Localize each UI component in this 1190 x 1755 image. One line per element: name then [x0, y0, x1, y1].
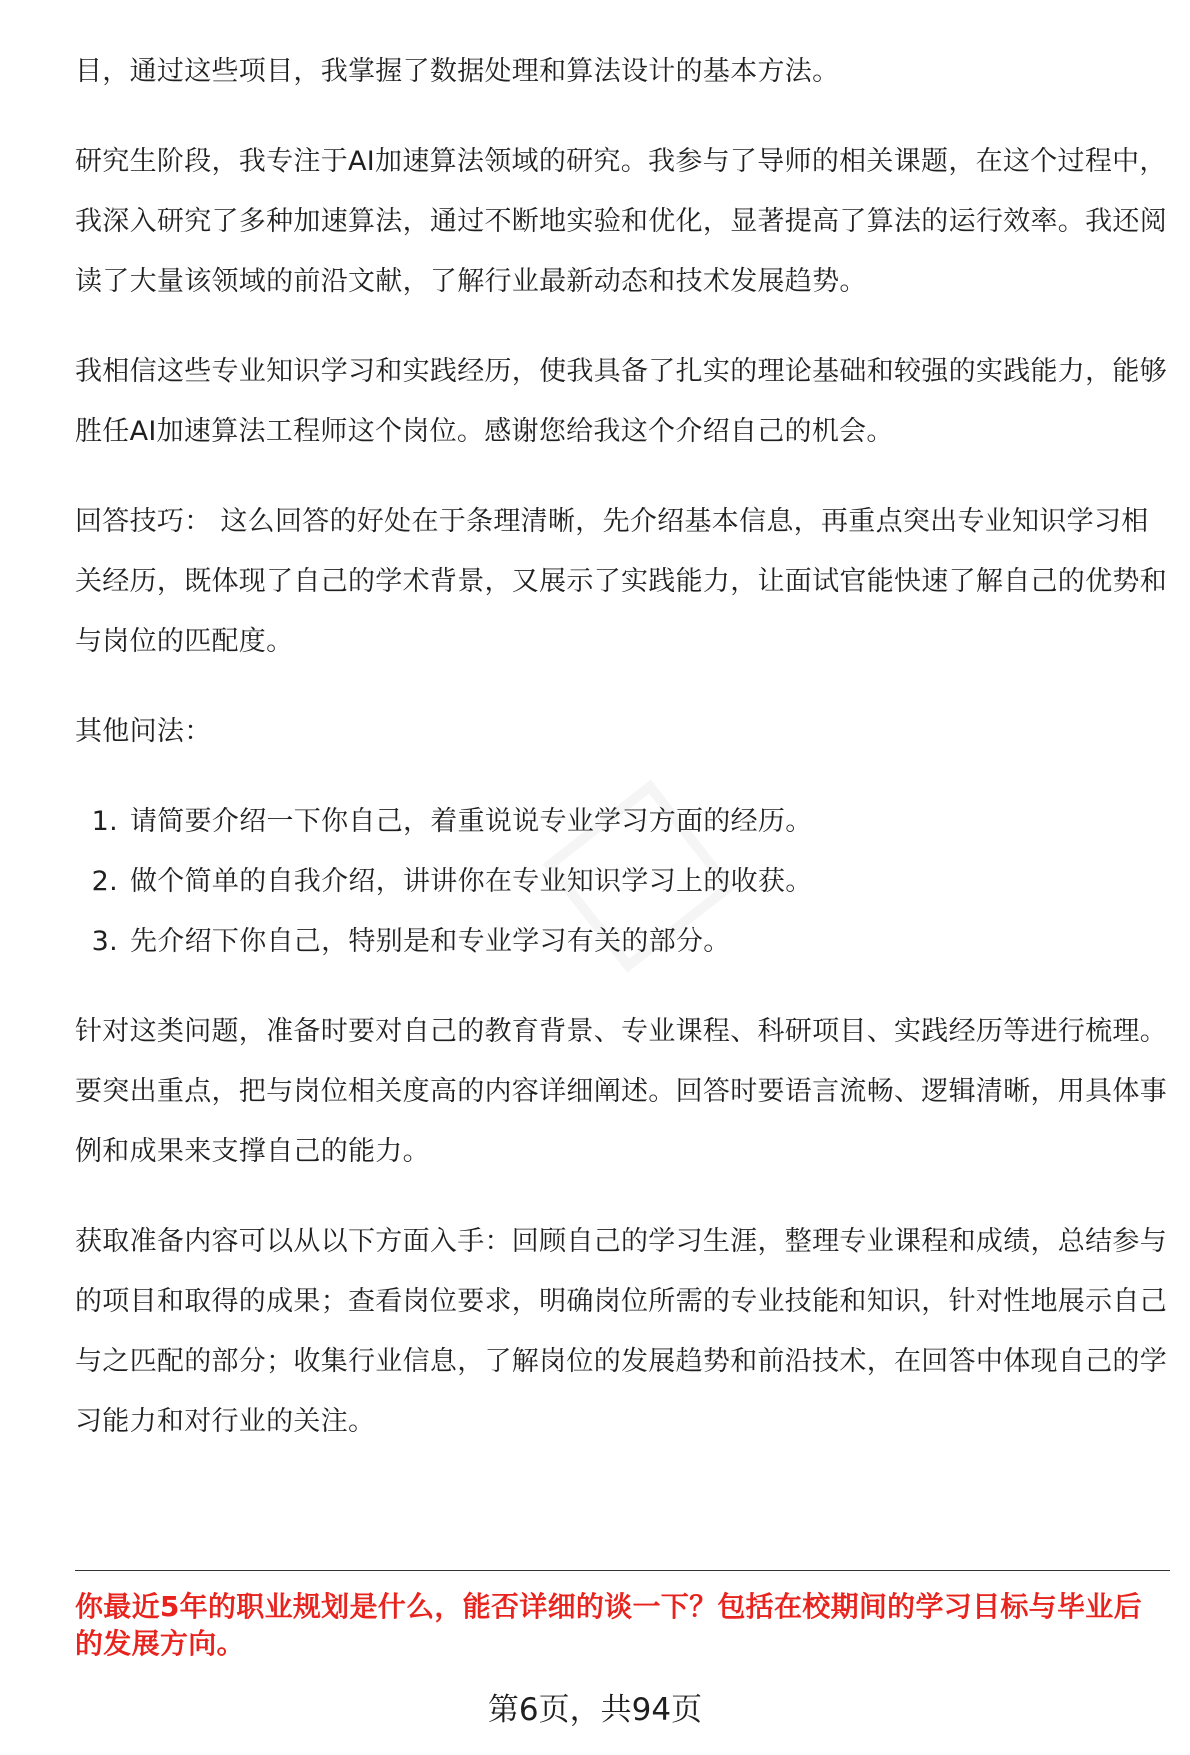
paragraph-3: 我相信这些专业知识学习和实践经历，使我具备了扎实的理论基础和较强的实践能力，能够胜任AI加速算法工程师这个岗位。感谢您给我这个介绍自己的机会。: [75, 356, 1167, 447]
paragraph-2: 研究生阶段，我专注于AI加速算法领域的研究。我参与了导师的相关课题，在这个过程中，我深入研究了多种加速算法，通过不断地实验和优化，显著提高了算法的运行效率。我还阅读了大量该领域的前沿文献，了解行业最新动态和技术发展趋势。: [75, 146, 1167, 297]
list-item: [75, 792, 1170, 852]
paragraph-1: 目，通过这些项目，我掌握了数据处理和算法设计的基本方法。: [75, 56, 840, 87]
sources-paragraph: 获取准备内容可以从以下方面入手：回顾自己的学习生涯，整理专业课程和成绩，总结参与的项目和取得的成果；查看岗位要求，明确岗位所需的专业技能和知识，针对性地展示自己与之匹配的部分；收集行业信息，了解岗位的发展趋势和前沿技术，在回答中体现自己的学习能力和对行业的关注。: [75, 1226, 1167, 1437]
list-text: 请简要介绍一下你自己，着重说说专业学习方面的经历。: [130, 806, 813, 837]
list-item: [75, 852, 1170, 912]
list-text: 先介绍下你自己，特别是和专业学习有关的部分。: [130, 926, 731, 957]
alt-questions-list: [75, 792, 1170, 972]
preparation-paragraph: 针对这类问题，准备时要对自己的教育背景、专业课程、科研项目、实践经历等进行梳理。要突出重点，把与岗位相关度高的内容详细阐述。回答时要语言流畅、逻辑清晰，用具体事例和成果来支撑自己的能力。: [75, 1016, 1167, 1167]
section-divider: [75, 1570, 1170, 1571]
list-number: 3.: [91, 926, 118, 957]
page-content: [75, 42, 1170, 1482]
list-number: 1.: [91, 806, 118, 837]
next-question-heading: 你最近5年的职业规划是什么，能否详细的谈一下？包括在校期间的学习目标与毕业后的发展方向。: [75, 1590, 1142, 1660]
page-number-footer: 第6页，共94页: [487, 1692, 703, 1728]
list-item: [75, 912, 1170, 972]
list-number: 2.: [91, 866, 118, 897]
answer-tips-paragraph: 回答技巧： 这么回答的好处在于条理清晰，先介绍基本信息，再重点突出专业知识学习相关经历，既体现了自己的学术背景，又展示了实践能力，让面试官能快速了解自己的优势和与岗位的匹配度。: [75, 506, 1167, 657]
list-text: 做个简单的自我介绍，讲讲你在专业知识学习上的收获。: [130, 866, 813, 897]
other-phrasings-heading: 其他问法：: [75, 716, 212, 747]
